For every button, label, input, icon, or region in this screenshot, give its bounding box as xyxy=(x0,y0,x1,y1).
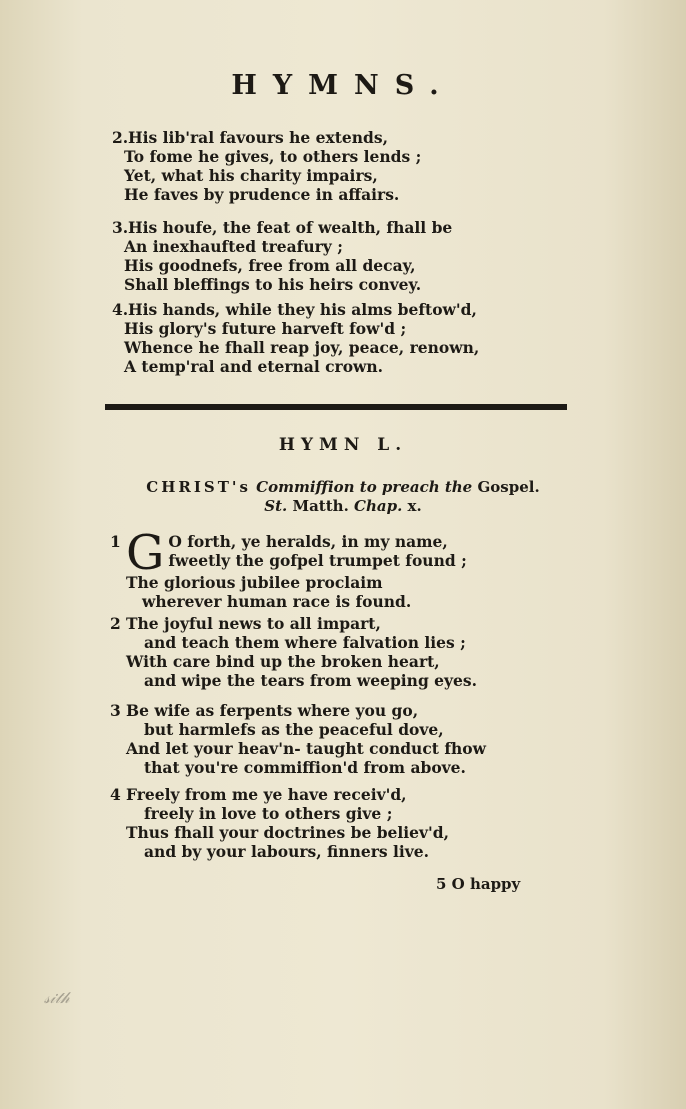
stanza-line: The glorious jubilee proclaim xyxy=(126,573,383,592)
stanza-number: 4. xyxy=(112,300,129,319)
stanza-line: but harmlefs as the peaceful dove, xyxy=(144,720,444,739)
hymn-title: HYMN L. xyxy=(278,435,408,455)
stanza-3 xyxy=(112,218,452,294)
stanza-line: His houfe, the feat of wealth, fhall be xyxy=(128,218,453,237)
hymn-stanza-2 xyxy=(110,614,477,690)
stanza-2 xyxy=(112,128,421,204)
hymn-subtitle xyxy=(0,478,686,516)
stanza-4 xyxy=(112,300,479,376)
stanza-line: Yet, what his charity impairs, xyxy=(124,166,378,185)
stanza-line: With care bind up the broken heart, xyxy=(126,652,440,671)
stanza-line: His lib'ral favours he extends, xyxy=(128,128,389,147)
stanza-number: 2. xyxy=(112,128,129,147)
reference-saint: St. xyxy=(264,497,288,515)
reference-chap: Chap. xyxy=(354,497,403,515)
handwritten-mark: 𝓈𝒾𝓉𝒽 xyxy=(44,988,70,1007)
hymn-stanza-4 xyxy=(110,785,449,861)
stanza-number: 2 xyxy=(110,614,121,633)
stanza-number: 3 xyxy=(110,701,121,720)
stanza-number: 4 xyxy=(110,785,121,804)
stanza-line: and teach them where falvation lies ; xyxy=(144,633,466,652)
subject-caps: CHRIST's xyxy=(146,478,251,496)
stanza-line: His glory's future harveft fow'd ; xyxy=(124,319,407,338)
stanza-line: O forth, ye heralds, in my name, xyxy=(168,532,448,551)
hymn-stanza-1 xyxy=(110,525,467,611)
reference-num: x. xyxy=(407,497,422,515)
drop-cap: G xyxy=(126,525,165,581)
stanza-line: and by your labours, finners live. xyxy=(144,842,430,861)
hymn-stanza-3 xyxy=(110,701,486,777)
stanza-line: and wipe the tears from weeping eyes. xyxy=(144,671,478,690)
stanza-line: His hands, while they his alms beftow'd, xyxy=(128,300,477,319)
stanza-line: Shall bleffings to his heirs convey. xyxy=(124,275,422,294)
subject-italic: Commiffion to preach the xyxy=(256,478,473,496)
stanza-line: that you're commiffion'd from above. xyxy=(144,758,466,777)
stanza-line: To fome he gives, to others lends ; xyxy=(124,147,422,166)
stanza-line: fweetly the gofpel trumpet found ; xyxy=(168,551,467,570)
section-rule xyxy=(105,404,567,410)
stanza-line: And let your heav'n- taught conduct fhow xyxy=(126,739,486,758)
stanza-number: 1 xyxy=(110,532,121,551)
reference-book: Matth. xyxy=(292,497,349,515)
stanza-line: A temp'ral and eternal crown. xyxy=(124,357,384,376)
stanza-line: The joyful news to all impart, xyxy=(126,614,381,633)
stanza-line: Whence he fhall reap joy, peace, renown, xyxy=(124,338,480,357)
stanza-line: wherever human race is found. xyxy=(142,592,412,611)
stanza-line: freely in love to others give ; xyxy=(144,804,393,823)
stanza-line: His goodnefs, free from all decay, xyxy=(124,256,416,275)
stanza-line: He faves by prudence in affairs. xyxy=(124,185,400,204)
stanza-line: Freely from me ye have receiv'd, xyxy=(126,785,407,804)
subject-end: Gospel. xyxy=(477,478,540,496)
catchword: 5 O happy xyxy=(436,875,521,893)
stanza-number: 3. xyxy=(112,218,129,237)
stanza-line: An inexhaufted treafury ; xyxy=(124,237,343,256)
stanza-line: Thus fhall your doctrines be believ'd, xyxy=(126,823,450,842)
running-head: HYMNS. xyxy=(231,70,455,101)
stanza-line: Be wife as ferpents where you go, xyxy=(126,701,419,720)
